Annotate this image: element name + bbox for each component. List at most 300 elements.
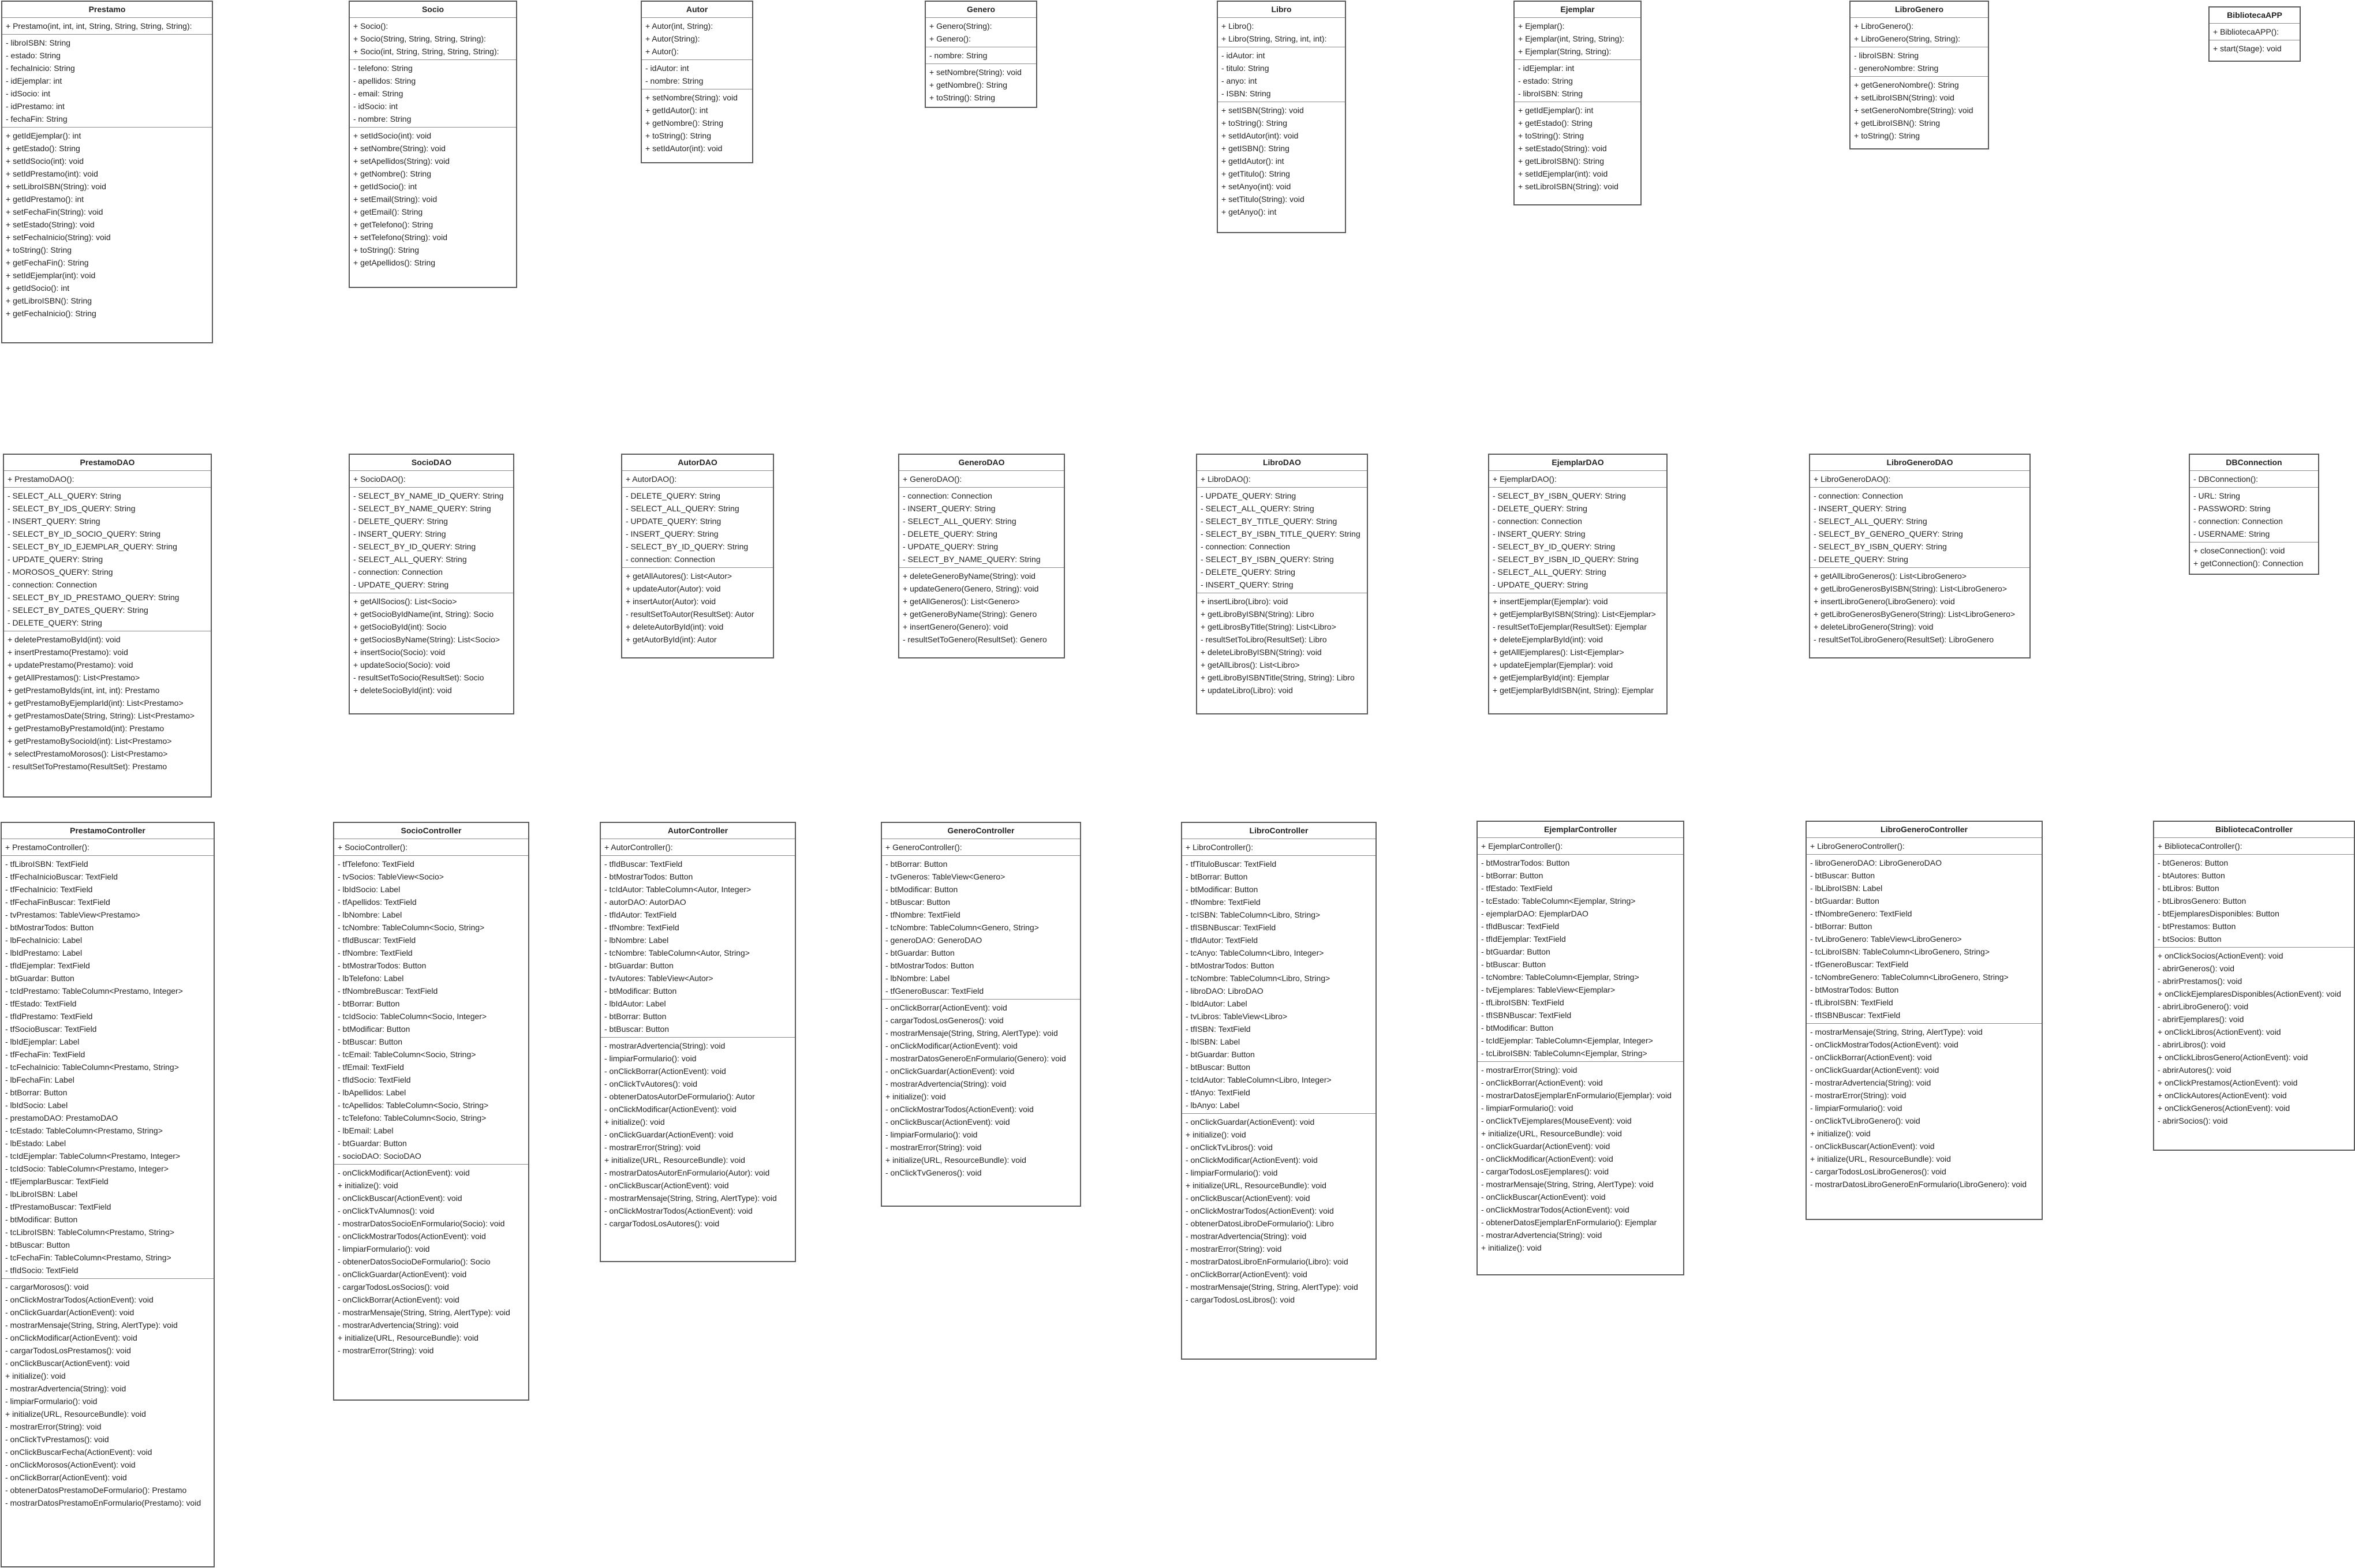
attribute-line: - btModificar: Button: [885, 885, 958, 894]
attribute-line: - lbEstado: Label: [5, 1139, 66, 1148]
attribute-line: - SELECT_BY_ISBN_TITLE_QUERY: String: [1201, 529, 1360, 538]
constructors-compartment: [1810, 471, 2029, 488]
constructor-line: + Socio(String, String, String, String):: [353, 34, 486, 43]
constructors-compartment: [882, 839, 1080, 856]
method-line: + getAnyo(): int: [1221, 207, 1277, 216]
method-line: + deleteSocioById(int): void: [353, 686, 452, 695]
attribute-line: - tfNombre: TextField: [604, 923, 679, 932]
method-line: - cargarTodosLosSocios(): void: [338, 1282, 449, 1292]
attribute-line: - DELETE_QUERY: String: [626, 491, 720, 500]
constructor-line: + LibroController():: [1186, 843, 1254, 852]
method-line: + getLibroGenerosByISBN(String): List<LibroGenero>: [1814, 584, 2008, 593]
attributes-compartment: [2190, 488, 2318, 542]
constructors-compartment: [2190, 471, 2318, 488]
attribute-line: - btBorrar: Button: [604, 1012, 667, 1021]
attribute-line: - btEjemplaresDisponibles: Button: [2158, 909, 2279, 918]
method-line: + getPrestamoByPrestamoId(int): Prestamo: [8, 724, 165, 733]
attributes-compartment: [4, 488, 211, 631]
constructors-compartment: [1515, 18, 1640, 60]
method-line: - abrirSocios(): void: [2158, 1116, 2228, 1125]
attribute-line: - idSocio: int: [353, 102, 398, 111]
attribute-line: - tcAnyo: TableColumn<Libro, Integer>: [1186, 948, 1324, 957]
attribute-line: - lbNombre: Label: [604, 935, 669, 945]
method-line: - resultSetToSocio(ResultSet): Socio: [353, 673, 484, 682]
method-line: + setApellidos(String): void: [353, 156, 450, 166]
attribute-line: - SELECT_BY_GENERO_QUERY: String: [1814, 529, 1963, 538]
attribute-line: - UPDATE_QUERY: String: [1493, 580, 1588, 589]
attribute-line: - UPDATE_QUERY: String: [8, 555, 103, 564]
method-line: + initialize(): void: [1186, 1130, 1246, 1139]
method-line: + selectPrestamoMorosos(): List<Prestamo>: [8, 749, 168, 758]
method-line: - mostrarDatosSocioEnFormulario(Socio): void: [338, 1219, 505, 1228]
methods-compartment: [622, 568, 773, 648]
attribute-line: - DELETE_QUERY: String: [903, 529, 997, 538]
method-line: - resultSetToAutor(ResultSet): Autor: [626, 609, 754, 619]
attribute-line: - UPDATE_QUERY: String: [1201, 491, 1296, 500]
methods-compartment: [601, 1038, 795, 1232]
attribute-line: - DELETE_QUERY: String: [1201, 567, 1295, 577]
method-line: - mostrarAdvertencia(String): void: [1481, 1230, 1602, 1240]
attribute-line: - tcEmail: TableColumn<Socio, String>: [338, 1050, 476, 1059]
constructor-line: + GeneroController():: [885, 843, 962, 852]
method-line: - mostrarAdvertencia(String): void: [885, 1079, 1007, 1088]
attribute-line: - SELECT_ALL_QUERY: String: [353, 555, 467, 564]
method-line: + getIdAutor(): int: [1221, 156, 1284, 166]
methods-compartment: [1218, 102, 1345, 220]
method-line: + setEstado(String): void: [1518, 144, 1607, 153]
class-box-bibliotecacontroller: [2153, 821, 2355, 1151]
method-line: - onClickGuardar(ActionEvent): void: [1481, 1142, 1610, 1151]
method-line: + setLibroISBN(String): void: [1854, 93, 1954, 102]
method-line: + getPrestamoBySocioId(int): List<Prestamo>: [8, 736, 172, 746]
attribute-line: - anyo: int: [1221, 76, 1257, 85]
method-line: + toString(): String: [1854, 131, 1920, 140]
attribute-line: - connection: Connection: [2193, 517, 2283, 526]
attribute-line: - SELECT_BY_ISBN_QUERY: String: [1201, 555, 1334, 564]
attributes-compartment: [1515, 60, 1640, 102]
attribute-line: - tfFechaFinBuscar: TextField: [5, 897, 110, 907]
method-line: - cargarTodosLosPrestamos(): void: [5, 1346, 131, 1355]
class-box-socio: [349, 1, 517, 288]
method-line: - cargarTodosLosEjemplares(): void: [1481, 1167, 1609, 1176]
constructors-compartment: [622, 471, 773, 488]
method-line: - resultSetToLibro(ResultSet): Libro: [1201, 635, 1327, 644]
class-name: PrestamoDAO: [4, 455, 211, 471]
constructors-compartment: [899, 471, 1064, 488]
attribute-line: - tcLibroISBN: TableColumn<Ejemplar, String>: [1481, 1049, 1647, 1058]
class-box-autordao: [621, 454, 774, 658]
constructors-compartment: [601, 839, 795, 856]
constructors-compartment: [2, 18, 212, 35]
attributes-compartment: [601, 856, 795, 1038]
attributes-compartment: [1197, 488, 1367, 593]
attribute-line: - idSocio: int: [6, 89, 51, 98]
attribute-line: - SELECT_BY_IDS_QUERY: String: [8, 504, 136, 513]
method-line: + getLibroByISBN(String): Libro: [1201, 609, 1314, 619]
method-line: - mostrarDatosEjemplarEnFormulario(Ejemplar): void: [1481, 1091, 1672, 1100]
constructors-compartment: [1197, 471, 1367, 488]
method-line: - resultSetToPrestamo(ResultSet): Prestamo: [8, 762, 167, 771]
method-line: - resultSetToGenero(ResultSet): Genero: [903, 635, 1047, 644]
method-line: - obtenerDatosAutorDeFormulario(): Autor: [604, 1092, 755, 1101]
method-line: + initialize(): void: [1810, 1129, 1871, 1138]
attribute-line: - tfIdBuscar: TextField: [1481, 922, 1560, 931]
attribute-line: - SELECT_BY_DATES_QUERY: String: [8, 605, 148, 615]
method-line: + getSocioByIdName(int, String): Socio: [353, 609, 494, 619]
attribute-line: - tfFechaInicio: TextField: [5, 885, 93, 894]
constructor-line: + Autor(int, String):: [645, 21, 713, 31]
class-name: GeneroDAO: [899, 455, 1064, 471]
method-line: - limpiarFormulario(): void: [1481, 1103, 1573, 1113]
attribute-line: - tcIdEjemplar: TableColumn<Ejemplar, Integer>: [1481, 1036, 1653, 1045]
attribute-line: - btBorrar: Button: [1186, 872, 1248, 881]
method-line: - obtenerDatosLibroDeFormulario(): Libro: [1186, 1219, 1334, 1228]
methods-compartment: [1851, 77, 1988, 144]
method-line: - abrirAutores(): void: [2158, 1065, 2231, 1075]
method-line: + getGeneroNombre(): String: [1854, 80, 1959, 89]
method-line: + setFechaInicio(String): void: [6, 233, 111, 242]
method-line: + closeConnection(): void: [2193, 546, 2285, 555]
attribute-line: - SELECT_BY_ID_QUERY: String: [1493, 542, 1616, 551]
methods-compartment: [1810, 568, 2029, 648]
method-line: - mostrarMensaje(String, String, AlertType): void: [338, 1308, 510, 1317]
methods-compartment: [2190, 542, 2318, 571]
class-name: BibliotecaAPP: [2210, 8, 2300, 24]
method-line: - obtenerDatosPrestamoDeFormulario(): Prestamo: [5, 1485, 187, 1495]
class-name: LibroDAO: [1197, 455, 1367, 471]
attribute-line: - autorDAO: AutorDAO: [604, 897, 686, 907]
class-box-prestamodao: [3, 454, 212, 798]
method-line: + getNombre(): String: [353, 169, 431, 178]
method-line: - onClickGuardar(ActionEvent): void: [5, 1308, 134, 1317]
attribute-line: - lbISBN: Label: [1186, 1037, 1240, 1046]
class-name: LibroGeneroController: [1807, 822, 2042, 838]
method-line: - abrirLibroGenero(): void: [2158, 1002, 2249, 1011]
attribute-line: - btBorrar: Button: [5, 1088, 68, 1097]
attribute-line: - tvLibros: TableView<Libro>: [1186, 1012, 1288, 1021]
method-line: + initialize(URL, ResourceBundle): void: [5, 1409, 146, 1419]
attribute-line: - estado: String: [1518, 76, 1573, 85]
attributes-compartment: [1810, 488, 2029, 568]
constructors-compartment: [334, 839, 528, 856]
attribute-line: - tfEmail: TextField: [338, 1062, 404, 1072]
constructor-line: + GeneroDAO():: [903, 474, 962, 484]
methods-compartment: [1489, 593, 1666, 698]
attribute-line: - btBuscar: Button: [885, 897, 951, 907]
method-line: + getIdEjemplar(): int: [6, 131, 81, 140]
attribute-line: - btModificar: Button: [604, 986, 677, 996]
constructors-compartment: [1478, 838, 1683, 855]
methods-compartment: [334, 1165, 528, 1359]
constructor-line: + PrestamoController():: [5, 843, 89, 852]
attribute-line: - SELECT_BY_NAME_ID_QUERY: String: [353, 491, 504, 500]
attribute-line: - tfAnyo: TextField: [1186, 1088, 1250, 1097]
constructor-line: - DBConnection():: [2193, 474, 2259, 484]
attribute-line: - SELECT_BY_ID_QUERY: String: [626, 542, 749, 551]
methods-compartment: [2, 128, 212, 321]
attribute-line: - ejemplarDAO: EjemplarDAO: [1481, 909, 1588, 918]
method-line: + updateSocio(Socio): void: [353, 660, 450, 669]
method-line: - mostrarError(String): void: [1481, 1065, 1578, 1075]
method-line: + getNombre(): String: [645, 118, 723, 128]
attribute-line: - libroISBN: String: [1854, 51, 1919, 60]
method-line: - mostrarAdvertencia(String): void: [5, 1384, 126, 1393]
attribute-line: - btAutores: Button: [2158, 871, 2225, 880]
attribute-line: - SELECT_BY_ID_SOCIO_QUERY: String: [8, 529, 161, 538]
attribute-line: - INSERT_QUERY: String: [1201, 580, 1294, 589]
attribute-line: - tfEstado: TextField: [1481, 884, 1553, 893]
attribute-line: - tcIdSocio: TableColumn<Socio, Integer>: [338, 1012, 487, 1021]
method-line: + setFechaFin(String): void: [6, 207, 103, 216]
method-line: - mostrarError(String): void: [5, 1422, 102, 1431]
methods-compartment: [350, 128, 516, 271]
constructor-line: + Genero():: [929, 34, 971, 43]
methods-compartment: [350, 593, 513, 698]
constructor-line: + LibroGeneroDAO():: [1814, 474, 1891, 484]
attribute-line: - nombre: String: [929, 51, 988, 60]
attribute-line: - btMostrarTodos: Button: [1481, 858, 1570, 867]
attribute-line: - tfGeneroBuscar: TextField: [1810, 960, 1909, 969]
constructor-line: + BibliotecaAPP():: [2213, 27, 2279, 36]
method-line: + setNombre(String): void: [645, 93, 738, 102]
method-line: - onClickTvGeneros(): void: [885, 1168, 982, 1177]
attribute-line: - fechaInicio: String: [6, 63, 75, 73]
class-name: Socio: [350, 2, 516, 18]
method-line: - mostrarError(String): void: [604, 1143, 701, 1152]
method-line: + deleteGeneroByName(String): void: [903, 571, 1036, 581]
method-line: - limpiarFormulario(): void: [885, 1130, 978, 1139]
class-box-prestamocontroller: [1, 822, 215, 1567]
class-name: Genero: [926, 2, 1036, 18]
method-line: - onClickBorrar(ActionEvent): void: [338, 1295, 459, 1304]
method-line: + insertLibro(Libro): void: [1201, 597, 1288, 606]
method-line: - mostrarDatosPrestamoEnFormulario(Prestamo): void: [5, 1498, 201, 1507]
attribute-line: - btMostrarTodos: Button: [5, 923, 94, 932]
class-box-prestamo: [1, 1, 213, 343]
method-line: + updateAutor(Autor): void: [626, 584, 721, 593]
attribute-line: - tfTituloBuscar: TextField: [1186, 859, 1277, 869]
methods-compartment: [2154, 948, 2354, 1129]
method-line: - mostrarMensaje(String, String, AlertType): void: [1810, 1027, 1983, 1036]
attribute-line: - tfEjemplarBuscar: TextField: [5, 1177, 109, 1186]
attribute-line: - tcIdPrestamo: TableColumn<Prestamo, Integer>: [5, 986, 183, 996]
constructor-line: + AutorDAO():: [626, 474, 677, 484]
method-line: + getTelefono(): String: [353, 220, 433, 229]
constructors-compartment: [1182, 839, 1375, 856]
attribute-line: - tcNombre: TableColumn<Autor, String>: [604, 948, 750, 957]
method-line: - limpiarFormulario(): void: [1810, 1103, 1902, 1113]
class-box-ejemplar: [1513, 1, 1642, 205]
method-line: - obtenerDatosSocioDeFormulario(): Socio: [338, 1257, 491, 1266]
method-line: + initialize(): void: [5, 1371, 66, 1380]
method-line: + deleteLibroByISBN(String): void: [1201, 648, 1322, 657]
attribute-line: - btBorrar: Button: [338, 999, 400, 1008]
class-name: Prestamo: [2, 2, 212, 18]
method-line: + setLibroISBN(String): void: [1518, 182, 1618, 191]
method-line: + getEstado(): String: [1518, 118, 1593, 128]
method-line: + onClickPrestamos(ActionEvent): void: [2158, 1078, 2298, 1087]
constructor-line: + Autor():: [645, 47, 679, 56]
attribute-line: - tcISBN: TableColumn<Libro, String>: [1186, 910, 1321, 919]
method-line: + getEjemplarById(int): Ejemplar: [1493, 673, 1609, 682]
method-line: + initialize(): void: [1481, 1243, 1542, 1252]
attribute-line: - tfISBN: TextField: [1186, 1024, 1251, 1034]
methods-compartment: [2210, 40, 2300, 57]
attribute-line: - tcFechaFin: TableColumn<Prestamo, String>: [5, 1253, 171, 1262]
attribute-line: - lbFechaFin: Label: [5, 1075, 74, 1084]
attribute-line: - connection: Connection: [1493, 517, 1582, 526]
attribute-line: - SELECT_BY_TITLE_QUERY: String: [1201, 517, 1337, 526]
method-line: + getISBN(): String: [1221, 144, 1289, 153]
method-line: + getSocioById(int): Socio: [353, 622, 447, 631]
attribute-line: - idEjemplar: int: [1518, 63, 1575, 73]
attribute-line: - SELECT_BY_ISBN_QUERY: String: [1493, 491, 1626, 500]
method-line: - onClickBorrar(ActionEvent): void: [604, 1066, 726, 1076]
method-line: + deletePrestamoById(int): void: [8, 635, 121, 644]
method-line: + getEmail(): String: [353, 207, 423, 216]
method-line: - onClickMorosos(ActionEvent): void: [5, 1460, 136, 1469]
method-line: + getPrestamoByIds(int, int, int): Prestamo: [8, 686, 160, 695]
method-line: - onClickBorrar(ActionEvent): void: [1481, 1078, 1603, 1087]
attribute-line: - tvLibroGenero: TableView<LibroGenero>: [1810, 934, 1962, 944]
method-line: + insertPrestamo(Prestamo): void: [8, 648, 128, 657]
method-line: + getPrestamoByEjemplarId(int): List<Prestamo>: [8, 698, 184, 708]
attribute-line: - tfPrestamoBuscar: TextField: [5, 1202, 111, 1211]
attribute-line: - tfTelefono: TextField: [338, 859, 414, 869]
method-line: + setIdEjemplar(int): void: [6, 271, 96, 280]
method-line: + getIdAutor(): int: [645, 106, 708, 115]
method-line: + getPrestamosDate(String, String): List<Prestamo>: [8, 711, 195, 720]
class-name: GeneroController: [882, 823, 1080, 839]
method-line: - onClickTvLibroGenero(): void: [1810, 1116, 1920, 1125]
attribute-line: - email: String: [353, 89, 403, 98]
attribute-line: - INSERT_QUERY: String: [903, 504, 996, 513]
method-line: - obtenerDatosEjemplarEnFormulario(): Ejemplar: [1481, 1218, 1657, 1227]
method-line: - mostrarDatosAutorEnFormulario(Autor): void: [604, 1168, 770, 1177]
attribute-line: - btPrestamos: Button: [2158, 922, 2236, 931]
method-line: + toString(): String: [645, 131, 711, 140]
attribute-line: - tvAutores: TableView<Autor>: [604, 974, 713, 983]
attribute-line: - DELETE_QUERY: String: [353, 517, 448, 526]
attribute-line: - btMostrarTodos: Button: [1810, 985, 1899, 994]
attribute-line: - tcNombre: TableColumn<Libro, String>: [1186, 974, 1330, 983]
method-line: + setNombre(String): void: [929, 68, 1022, 77]
class-box-autorcontroller: [600, 822, 796, 1262]
method-line: + setIdSocio(int): void: [353, 131, 432, 140]
attribute-line: - tvEjemplares: TableView<Ejemplar>: [1481, 985, 1616, 994]
attributes-compartment: [1489, 488, 1666, 593]
attribute-line: - tvGeneros: TableView<Genero>: [885, 872, 1005, 881]
attribute-line: - btGuardar: Button: [604, 961, 674, 970]
attribute-line: - libroGeneroDAO: LibroGeneroDAO: [1810, 858, 1942, 867]
attribute-line: - tfIdEjemplar: TextField: [1481, 934, 1566, 944]
constructor-line: + Socio():: [353, 21, 388, 31]
attribute-line: - generoDAO: GeneroDAO: [885, 935, 982, 945]
method-line: + insertEjemplar(Ejemplar): void: [1493, 597, 1608, 606]
attribute-line: - libroDAO: LibroDAO: [1186, 986, 1264, 996]
attribute-line: - tcNombre: TableColumn<Genero, String>: [885, 923, 1039, 932]
constructor-line: + LibroGenero():: [1854, 21, 1914, 31]
method-line: + getAllLibroGeneros(): List<LibroGenero>: [1814, 571, 1967, 581]
method-line: - mostrarAdvertencia(String): void: [1186, 1232, 1307, 1241]
attribute-line: - tfIdBuscar: TextField: [604, 859, 683, 869]
class-name: Libro: [1218, 2, 1345, 18]
method-line: - mostrarAdvertencia(String): void: [338, 1320, 459, 1330]
attribute-line: - tcEstado: TableColumn<Ejemplar, String>: [1481, 896, 1636, 905]
attributes-compartment: [1807, 855, 2042, 1024]
attribute-line: - tfIdSocio: TextField: [5, 1266, 78, 1275]
method-line: - onClickBuscar(ActionEvent): void: [885, 1117, 1010, 1127]
method-line: + getTitulo(): String: [1221, 169, 1290, 178]
attribute-line: - tcEstado: TableColumn<Prestamo, String>: [5, 1126, 163, 1135]
attributes-compartment: [350, 60, 516, 128]
attribute-line: - libroISBN: String: [6, 38, 71, 47]
class-box-autor: [641, 1, 753, 163]
method-line: + initialize(URL, ResourceBundle): void: [1810, 1154, 1951, 1163]
method-line: + getIdEjemplar(): int: [1518, 106, 1594, 115]
constructor-line: + EjemplarController():: [1481, 841, 1563, 851]
attribute-line: - lbApellidos: Label: [338, 1088, 406, 1097]
method-line: + onClickLibrosGenero(ActionEvent): void: [2158, 1053, 2308, 1062]
method-line: - onClickModificar(ActionEvent): void: [604, 1105, 737, 1114]
attribute-line: - btBuscar: Button: [1481, 960, 1546, 969]
class-name: LibroGenero: [1851, 2, 1988, 18]
method-line: + getAllSocios(): List<Socio>: [353, 597, 457, 606]
attribute-line: - connection: Connection: [1201, 542, 1290, 551]
attribute-line: - tfNombre: TextField: [885, 910, 960, 919]
attribute-line: - lbIdSocio: Label: [5, 1101, 68, 1110]
attribute-line: - DELETE_QUERY: String: [1493, 504, 1587, 513]
class-name: AutorDAO: [622, 455, 773, 471]
attribute-line: - idAutor: int: [645, 63, 689, 73]
constructor-line: + Autor(String):: [645, 34, 700, 43]
method-line: - cargarTodosLosLibroGeneros(): void: [1810, 1167, 1946, 1176]
method-line: + getIdSocio(): int: [6, 283, 70, 293]
attribute-line: - SELECT_ALL_QUERY: String: [1814, 517, 1927, 526]
method-line: + onClickAutores(ActionEvent): void: [2158, 1091, 2287, 1100]
attribute-line: - socioDAO: SocioDAO: [338, 1151, 421, 1161]
method-line: + getLibroISBN(): String: [6, 296, 92, 305]
attribute-line: - INSERT_QUERY: String: [626, 529, 719, 538]
attribute-line: - SELECT_BY_NAME_QUERY: String: [353, 504, 491, 513]
attribute-line: - btBorrar: Button: [885, 859, 948, 869]
attributes-compartment: [1218, 47, 1345, 102]
attribute-line: - tfIdPrestamo: TextField: [5, 1012, 93, 1021]
method-line: + getIdSocio(): int: [353, 182, 417, 191]
attribute-line: - PASSWORD: String: [2193, 504, 2271, 513]
attribute-line: - telefono: String: [353, 63, 413, 73]
method-line: - onClickMostrarTodos(ActionEvent): void: [5, 1295, 154, 1304]
method-line: - mostrarAdvertencia(String): void: [604, 1041, 726, 1050]
attribute-line: - tfISBNBuscar: TextField: [1481, 1011, 1572, 1020]
method-line: + insertLibroGenero(LibroGenero): void: [1814, 597, 1955, 606]
attribute-line: - SELECT_ALL_QUERY: String: [8, 491, 121, 500]
attribute-line: - lbLibroISBN: Label: [5, 1189, 78, 1199]
constructor-line: + Libro():: [1221, 21, 1254, 31]
attribute-line: - lbLibroISBN: Label: [1810, 884, 1883, 893]
class-name: PrestamoController: [2, 823, 214, 839]
class-box-librocontroller: [1181, 822, 1377, 1360]
method-line: + onClickGeneros(ActionEvent): void: [2158, 1103, 2290, 1113]
constructor-line: + LibroGeneroController():: [1810, 841, 1905, 851]
attribute-line: - connection: Connection: [1814, 491, 1903, 500]
attribute-line: - lbIdPrestamo: Label: [5, 948, 83, 957]
method-line: + setEmail(String): void: [353, 194, 438, 204]
class-name: DBConnection: [2190, 455, 2318, 471]
method-line: - onClickTvLibros(): void: [1186, 1143, 1273, 1152]
attribute-line: - btGuardar: Button: [1481, 947, 1550, 956]
constructor-line: + Ejemplar():: [1518, 21, 1565, 31]
